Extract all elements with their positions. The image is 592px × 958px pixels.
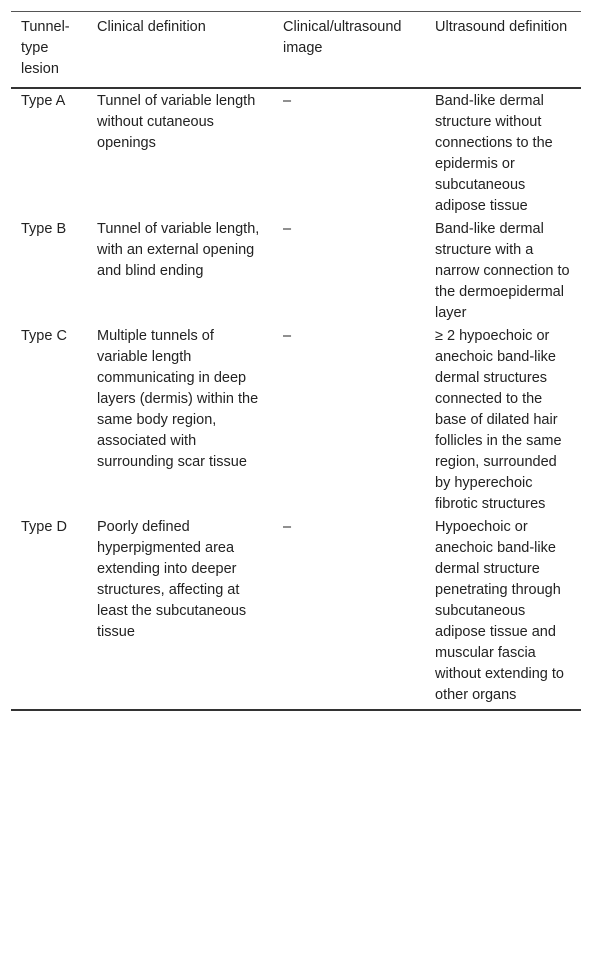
- cell-lesion-type: Type D: [21, 519, 67, 535]
- table-row: [11, 217, 581, 324]
- tunnel-lesion-table: [11, 11, 581, 711]
- cell-clinical-definition: Multiple tunnels of variable length communicating in deep layers (dermis) within the same body region, associated with surrounding scar tissue: [97, 328, 259, 470]
- cell-image: –: [283, 519, 292, 535]
- cell-image: –: [283, 221, 292, 237]
- table-row: [11, 515, 581, 710]
- cell-clinical-definition: Poorly defined hyperpigmented area extending into deeper structures, affecting at least the subcutaneous tissue: [97, 519, 247, 640]
- cell-clinical-definition: Tunnel of variable length, with an external opening and blind ending: [97, 221, 260, 279]
- cell-clinical-definition: Tunnel of variable length without cutaneous openings: [97, 93, 256, 151]
- header-clinical-definition: Clinical definition: [97, 19, 206, 35]
- header-tunnel-type: Tunnel-type lesion: [21, 19, 70, 77]
- header-row: [11, 12, 581, 89]
- header-ultrasound-definition: Ultrasound definition: [435, 19, 568, 35]
- cell-lesion-type: Type A: [21, 93, 66, 109]
- cell-ultrasound-definition: Band-like dermal structure with a narrow connection to the dermoepidermal layer: [435, 221, 570, 321]
- table-header: [11, 12, 581, 89]
- cell-lesion-type: Type C: [21, 328, 67, 344]
- cell-ultrasound-definition: Band-like dermal structure without connections to the epidermis or subcutaneous adipose tissue: [435, 93, 553, 214]
- header-clinical-ultrasound-image: Clinical/ultrasound image: [283, 19, 402, 56]
- cell-image: –: [283, 328, 292, 344]
- table-body: [11, 88, 581, 710]
- cell-ultrasound-definition: ≥ 2 hypoechoic or anechoic band-like dermal structures connected to the base of dilated hair follicles in the same region, surrounded by hyperechoic fibrotic structures: [435, 328, 562, 512]
- cell-image: –: [283, 93, 292, 109]
- cell-ultrasound-definition: Hypoechoic or anechoic band-like dermal structure penetrating through subcutaneous adipose tissue and muscular fascia without extending to other organs: [435, 519, 564, 703]
- table-row: [11, 88, 581, 217]
- cell-lesion-type: Type B: [21, 221, 67, 237]
- table-row: [11, 324, 581, 515]
